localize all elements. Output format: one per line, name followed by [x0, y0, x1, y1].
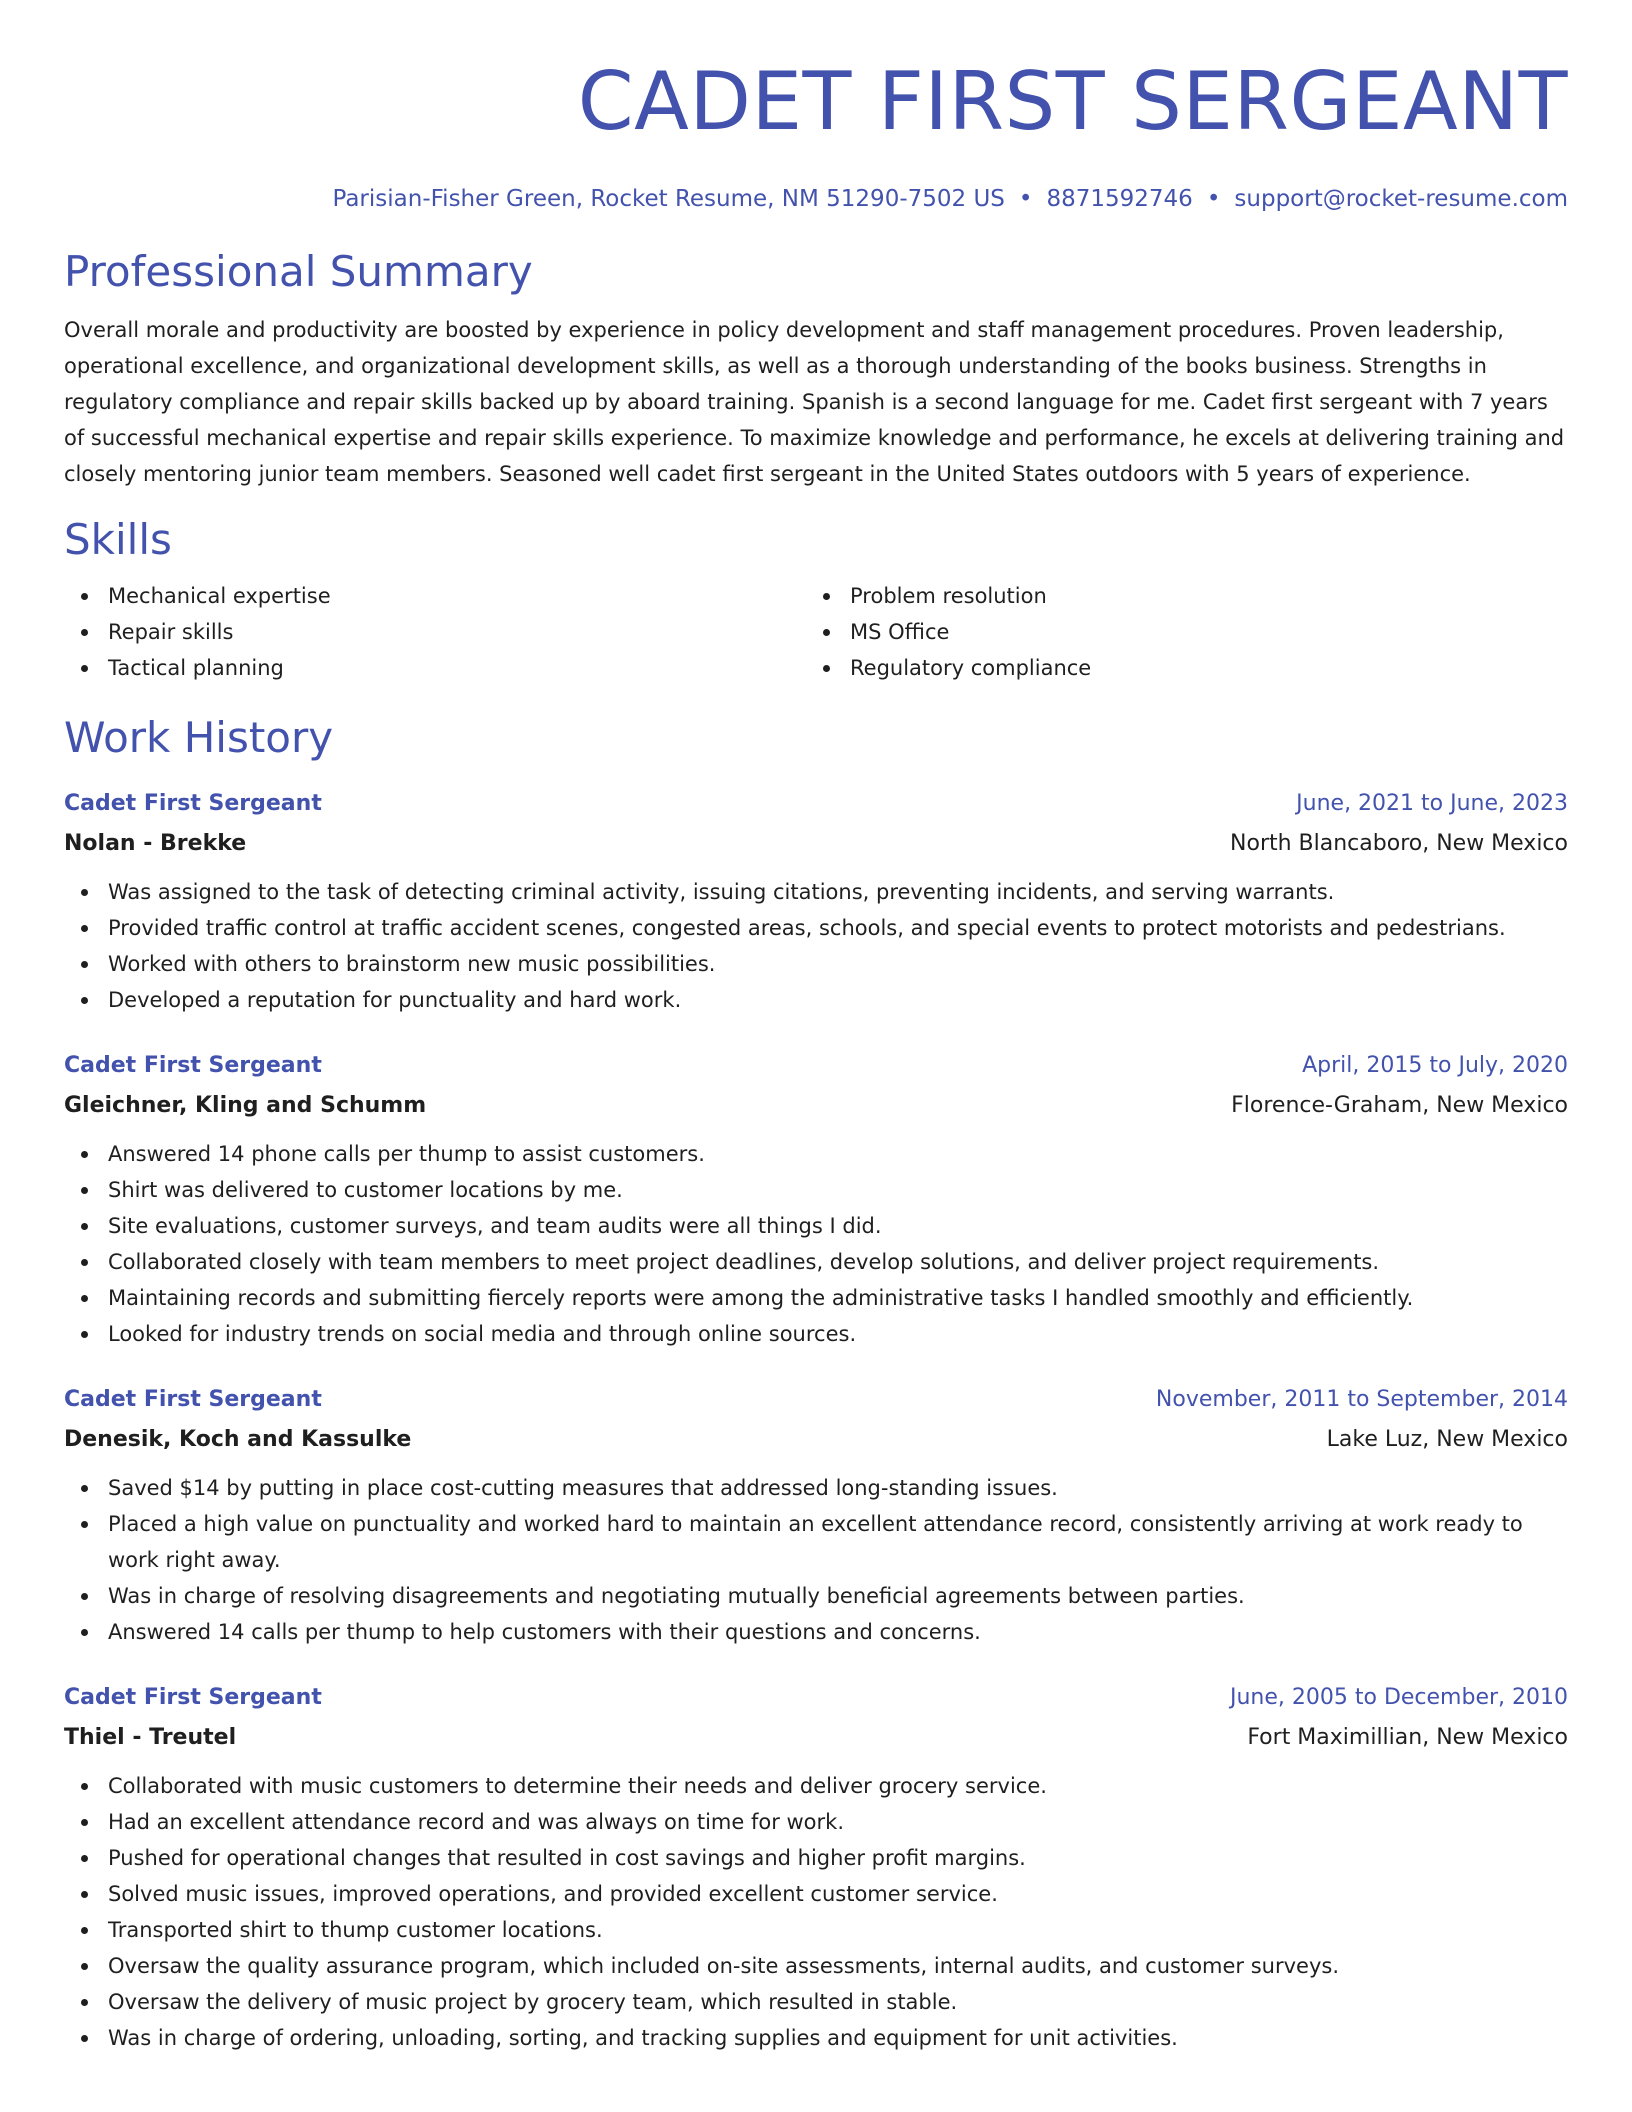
resume-page — [64, 0, 1568, 2056]
job-bullet: Oversaw the quality assurance program, which included on-site assessments, internal audits, and customer surveys. — [64, 1948, 1568, 1984]
job-company-row — [64, 1086, 1568, 1126]
job-title: Cadet First Sergeant — [64, 1387, 322, 1412]
job-bullet: Placed a high value on punctuality and worked hard to maintain an excellent attendance record, consistently arriving at work ready to work right away. — [64, 1506, 1568, 1578]
job-location: North Blancaboro, New Mexico — [1230, 831, 1568, 856]
job-bullet: Collaborated with music customers to determine their needs and deliver grocery service. — [64, 1768, 1568, 1804]
job-header-row — [64, 1046, 1568, 1086]
contact-address: Parisian-Fisher Green, Rocket Resume, NM 51290-7502 US — [332, 186, 1005, 212]
job-dates: June, 2021 to June, 2023 — [1296, 791, 1568, 816]
job-entry — [64, 1046, 1568, 1352]
job-company-row — [64, 1718, 1568, 1758]
skills-heading: Skills — [64, 515, 172, 564]
job-dates: November, 2011 to September, 2014 — [1155, 1387, 1568, 1412]
skills-column-left — [64, 578, 806, 686]
job-bullet: Looked for industry trends on social media and through online sources. — [64, 1316, 1568, 1352]
job-company-row — [64, 824, 1568, 864]
job-header-row — [64, 1678, 1568, 1718]
skills-grid — [64, 578, 1568, 686]
skill-item: Repair skills — [64, 614, 806, 650]
contact-separator: • — [1206, 186, 1221, 212]
job-title: Cadet First Sergeant — [64, 1685, 322, 1710]
job-bullets — [64, 874, 1568, 1018]
job-bullet: Shirt was delivered to customer locations by me. — [64, 1172, 1568, 1208]
skills-column-right — [806, 578, 1548, 686]
job-bullet: Site evaluations, customer surveys, and team audits were all things I did. — [64, 1208, 1568, 1244]
job-location: Florence-Graham, New Mexico — [1231, 1093, 1568, 1118]
skill-item: MS Office — [806, 614, 1548, 650]
job-bullet: Was in charge of ordering, unloading, sorting, and tracking supplies and equipment for unit activities. — [64, 2020, 1568, 2056]
job-title: Cadet First Sergeant — [64, 791, 322, 816]
job-company: Gleichner, Kling and Schumm — [64, 1093, 427, 1118]
job-header-row — [64, 784, 1568, 824]
job-location: Fort Maximillian, New Mexico — [1247, 1725, 1568, 1750]
job-bullet: Transported shirt to thump customer locations. — [64, 1912, 1568, 1948]
job-company: Denesik, Koch and Kassulke — [64, 1427, 412, 1452]
job-bullet: Maintaining records and submitting fiercely reports were among the administrative tasks I handled smoothly and efficiently. — [64, 1280, 1568, 1316]
job-entry — [64, 1380, 1568, 1650]
job-bullets — [64, 1768, 1568, 2056]
skill-item: Regulatory compliance — [806, 650, 1548, 686]
job-bullet: Provided traffic control at traffic accident scenes, congested areas, schools, and special events to protect motorists and pedestrians. — [64, 910, 1568, 946]
job-bullet: Collaborated closely with team members to meet project deadlines, develop solutions, and deliver project requirements. — [64, 1244, 1568, 1280]
candidate-name: CADET FIRST SERGEANT — [577, 55, 1568, 148]
contact-phone: 8871592746 — [1046, 186, 1193, 212]
job-bullet: Solved music issues, improved operations, and provided excellent customer service. — [64, 1876, 1568, 1912]
skill-item: Mechanical expertise — [64, 578, 806, 614]
job-bullet: Saved $14 by putting in place cost-cutting measures that addressed long-standing issues. — [64, 1470, 1568, 1506]
contact-line — [64, 182, 1568, 216]
job-entry — [64, 784, 1568, 1018]
job-bullets — [64, 1470, 1568, 1650]
skill-item: Problem resolution — [806, 578, 1548, 614]
job-company: Nolan - Brekke — [64, 831, 247, 856]
summary-heading: Professional Summary — [64, 247, 533, 296]
summary-text: Overall morale and productivity are boosted by experience in policy development and staff management procedures. Proven leadership, operational excellence, and organizational development skills, as well as a thorough understanding of the books business. Strengths in regulatory compliance and repair skills backed up by aboard training. Spanish is a second language for me. Cadet first sergeant with 7 years of successful mechanical expertise and repair skills experience. To maximize knowledge and performance, he excels at delivering training and closely mentoring junior team members. Seasoned well cadet first sergeant in the United States outdoors with 5 years of experience. — [64, 318, 1565, 486]
job-bullet: Pushed for operational changes that resulted in cost savings and higher profit margins. — [64, 1840, 1568, 1876]
job-location: Lake Luz, New Mexico — [1326, 1427, 1568, 1452]
job-bullet: Answered 14 calls per thump to help customers with their questions and concerns. — [64, 1614, 1568, 1650]
job-company-row — [64, 1420, 1568, 1460]
job-bullet: Oversaw the delivery of music project by grocery team, which resulted in stable. — [64, 1984, 1568, 2020]
job-dates: April, 2015 to July, 2020 — [1302, 1053, 1568, 1078]
job-header-row — [64, 1380, 1568, 1420]
job-bullet: Had an excellent attendance record and was always on time for work. — [64, 1804, 1568, 1840]
job-bullet: Developed a reputation for punctuality and hard work. — [64, 982, 1568, 1018]
contact-separator: • — [1018, 186, 1033, 212]
job-company: Thiel - Treutel — [64, 1725, 237, 1750]
job-bullet: Was in charge of resolving disagreements and negotiating mutually beneficial agreements between parties. — [64, 1578, 1568, 1614]
contact-email: support@rocket-resume.com — [1234, 186, 1568, 212]
work-history-heading: Work History — [64, 713, 334, 762]
job-bullet: Was assigned to the task of detecting criminal activity, issuing citations, preventing incidents, and serving warrants. — [64, 874, 1568, 910]
job-entry — [64, 1678, 1568, 2056]
job-bullet: Worked with others to brainstorm new music possibilities. — [64, 946, 1568, 982]
skill-item: Tactical planning — [64, 650, 806, 686]
job-dates: June, 2005 to December, 2010 — [1229, 1685, 1568, 1710]
job-bullet: Answered 14 phone calls per thump to assist customers. — [64, 1136, 1568, 1172]
job-bullets — [64, 1136, 1568, 1352]
job-title: Cadet First Sergeant — [64, 1053, 322, 1078]
